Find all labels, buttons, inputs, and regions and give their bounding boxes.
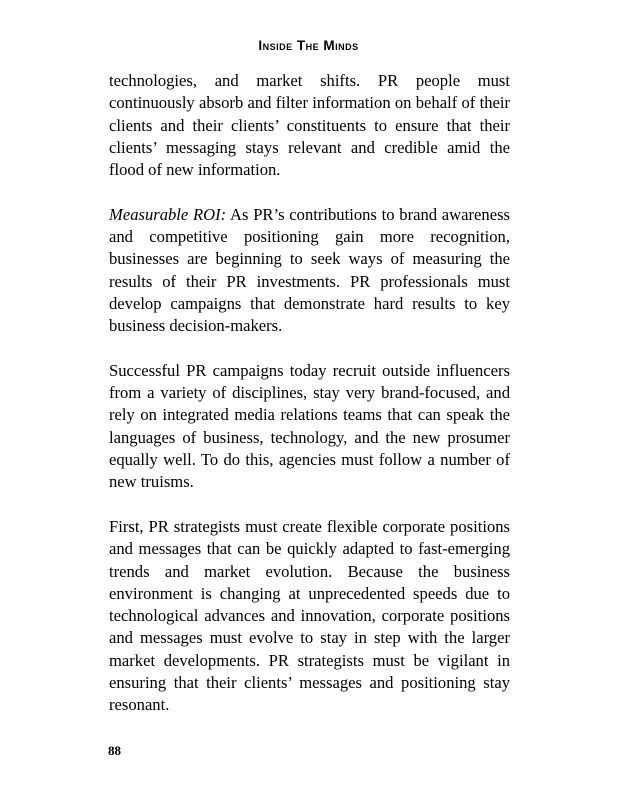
body-text: [109, 70, 510, 717]
paragraph: [109, 70, 510, 181]
paragraph-text: First, PR strategists must create flexible corporate positions and messages that can be quickly adapted to fast-emerging trends and market evolution. Because the business environment is changing at unprecedented speeds due to technological advances and innovation, corporate positions and messages must evolve to stay in step with the larger market developments. PR strategists must be vigilant in ensuring that their clients’ messages and positioning stay resonant.: [109, 516, 510, 715]
paragraph: [109, 360, 510, 494]
paragraph-text: As PR’s contributions to brand awareness and competitive positioning gain more recognition, businesses are beginning to seek ways of measuring the results of their PR investments. PR professionals must develop campaigns that demonstrate hard results to key business decision-makers.: [109, 204, 510, 336]
paragraph: [109, 204, 510, 338]
page-number: 88: [108, 743, 121, 758]
paragraph-text: technologies, and market shifts. PR people must continuously absorb and filter information on behalf of their clients and their clients’ constituents to ensure that their clients’ messaging stays relevant and credible amid the flood of new information.: [109, 71, 510, 180]
running-header-title: Inside The Minds: [258, 38, 359, 53]
paragraph: [109, 516, 510, 717]
paragraph-text: Successful PR campaigns today recruit outside influencers from a variety of disciplines, stay very brand-focused, and rely on integrated media relations teams that can speak the languages of business, technology, and the new prosumer equally well. To do this, agencies must follow a number of new truisms.: [109, 360, 510, 492]
paragraph-lead-in: Measurable ROI:: [109, 204, 227, 224]
